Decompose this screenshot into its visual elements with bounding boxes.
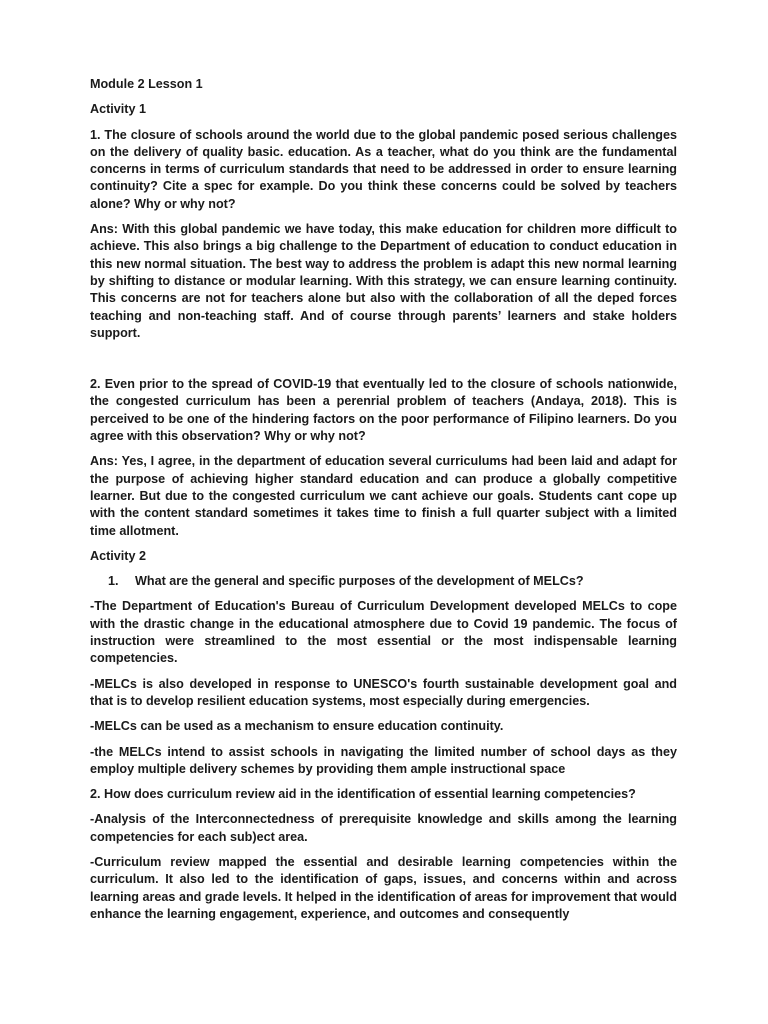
document-page <box>90 76 677 931</box>
activity-2-answer-2-part-1: -Analysis of the Interconnectedness of prerequisite knowledge and skills among the learning competencies for each sub)ect area. <box>90 812 677 844</box>
activity-2-answer-2-part-2: -Curriculum review mapped the essential and desirable learning competencies within the curriculum. It also led to the identification of gaps, issues, and concerns within and across learning areas and grade levels. It helped in the identification of areas for improvement that would enhance the learning engagement, experience, and outcomes and consequently <box>90 854 677 921</box>
activity-1-answer-2: Ans: Yes, I agree, in the department of education several curriculums had been laid and adapt for the purpose of achieving higher standard education and can produce a globally competitive learner. But due to the congested curriculum we cant achieve our goals. Students cant cope up with the content standard sometimes it takes time to finish a full quarter subject with a limited time allotment. <box>90 454 677 538</box>
paragraph-gap <box>90 350 677 376</box>
activity-2-answer-1-part-3: -MELCs can be used as a mechanism to ensure education continuity. <box>90 719 504 734</box>
activity-2-answer-1-part-1: -The Department of Education's Bureau of Curriculum Development developed MELCs to cope with the drastic change in the educational atmosphere due to Covid 19 pandemic. The focus of instruction were streamlined to the most essential or the most indispensable learning competencies. <box>90 599 677 666</box>
activity-2-title: Activity 2 <box>90 548 146 563</box>
activity-1-question-2: 2. Even prior to the spread of COVID-19 that eventually led to the closure of schools nationwide, the congested curriculum has been a perenrial problem of teachers (Andaya, 2018). This is perceived to be one of the hindering factors on the poor performance of Filipino learners. Do you agree with this observation? Why or why not? <box>90 377 677 444</box>
question-text: What are the general and specific purposes of the development of MELCs? <box>135 574 584 589</box>
activity-1-question-1: 1. The closure of schools around the world due to the global pandemic posed serious challenges on the delivery of quality basic. education. As a teacher, what do you think are the fundamental concerns in terms of curriculum standards that need to be addressed in order to ensure learning continuity? Cite a spec for example. Do you think these concerns could be solved by teachers alone? Why or why not? <box>90 127 677 211</box>
activity-1-title: Activity 1 <box>90 102 146 117</box>
module-heading: Module 2 Lesson 1 <box>90 77 203 91</box>
activity-2-answer-1-part-2: -MELCs is also developed in response to UNESCO's fourth sustainable development goal and that is to develop resilient education systems, most especially during emergencies. <box>90 676 677 708</box>
activity-2-question-1 <box>90 573 677 590</box>
activity-1-answer-1: Ans: With this global pandemic we have today, this make education for children more difficult to achieve. This also brings a big challenge to the Department of education to conduct education in this new normal situation. The best way to address the problem is adapt this new normal learning by shifting to distance or modular learning. With this strategy, we can ensure learning continuity. This concerns are not for teachers alone but also with the collaboration of all the deped forces teaching and non-teaching staff. And of course through parents’ learners and stake holders support. <box>90 222 677 340</box>
activity-2-question-2: 2. How does curriculum review aid in the identification of essential learning competencies? <box>90 787 636 802</box>
list-number: 1. <box>108 574 119 589</box>
activity-2-answer-1-part-4: -the MELCs intend to assist schools in navigating the limited number of school days as they employ multiple delivery schemes by providing them ample instructional space <box>90 744 677 776</box>
